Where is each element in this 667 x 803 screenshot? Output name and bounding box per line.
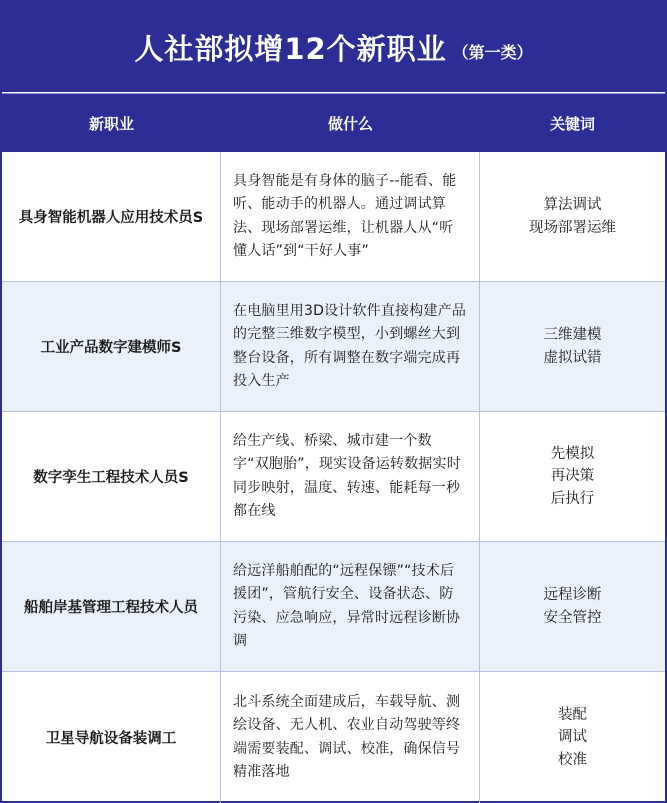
occupation-keywords	[480, 152, 665, 281]
keyword: 三维建模	[543, 327, 602, 343]
header-new-occupation: 新职业	[88, 114, 134, 133]
table-row	[2, 672, 665, 803]
keyword: 调试	[558, 729, 587, 746]
keyword: 现场部署运维	[529, 219, 616, 236]
page-title: 人社部拟增12个新职业	[134, 31, 447, 66]
occupation-name: 卫星导航设备装调工	[2, 672, 221, 803]
title-bar	[2, 2, 665, 92]
keyword: 先模拟	[550, 445, 595, 462]
table-row	[2, 542, 665, 672]
occupation-name: 具身智能机器人应用技术员S	[2, 152, 221, 281]
occupation-keywords	[480, 282, 665, 411]
table-body	[2, 152, 665, 803]
occupation-keywords	[480, 412, 665, 541]
table-row	[2, 412, 665, 542]
occupation-name: 船舶岸基管理工程技术人员	[2, 542, 221, 671]
occupation-description: 在电脑里用3D设计软件直接构建产品的完整三维数字模型，小到螺丝大到整台设备，所有调整在数字端完成再投入生产	[221, 282, 480, 411]
keyword: 虚拟试错	[543, 349, 602, 366]
occupation-description: 北斗系统全面建成后，车载导航、测绘设备、无人机、农业自动驾驶等终端需要装配、调试、校准，确保信号精准落地	[221, 672, 480, 803]
page-subtitle: （第一类）	[452, 42, 533, 62]
occupation-description: 具身智能是有身体的脑子--能看、能听、能动手的机器人。通过调试算法、现场部署运维，让机器人从“听懂人话”到“干好人事”	[221, 152, 480, 281]
occupation-keywords	[480, 672, 665, 803]
header-what-to-do: 做什么	[327, 114, 373, 133]
keyword: 后执行	[550, 490, 595, 507]
keyword: 再决策	[550, 468, 595, 485]
keyword: 远程诊断	[543, 587, 602, 603]
keyword: 算法调试	[543, 197, 602, 213]
occupation-name: 数字孪生工程技术人员S	[2, 412, 221, 541]
table-row	[2, 282, 665, 412]
occupation-description: 给生产线、桥梁、城市建一个数字“双胞胎”，现实设备运转数据实时同步映射，温度、转速、能耗每一秒都在线	[221, 412, 480, 541]
header-keywords: 关键词	[549, 114, 595, 133]
table-row	[2, 152, 665, 282]
keyword: 装配	[558, 706, 587, 723]
occupation-keywords	[480, 542, 665, 671]
occupation-name: 工业产品数字建模师S	[2, 282, 221, 411]
keyword: 校准	[558, 751, 587, 768]
keyword: 安全管控	[543, 609, 602, 626]
table-header	[2, 93, 665, 152]
occupation-description: 给远洋船舶配的“远程保镖”“技术后援团”，管航行安全、设备状态、防污染、应急响应，异常时远程诊断协调	[221, 542, 480, 671]
